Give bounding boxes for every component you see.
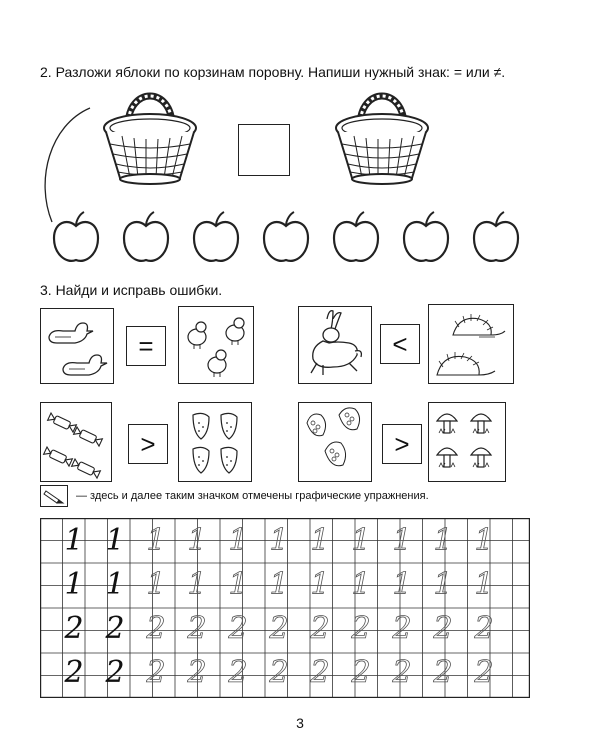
trace-digit: 2 (228, 611, 248, 646)
apple-icon (190, 210, 242, 266)
trace-digit: 1 (310, 523, 330, 558)
sample-digit: 2 (105, 655, 125, 690)
trace-digit: 1 (392, 567, 412, 602)
apple-icon (50, 210, 102, 266)
trace-digit: 2 (433, 655, 453, 690)
apple-icon (400, 210, 452, 266)
sign-box-2[interactable]: < (380, 324, 420, 364)
trace-digit: 2 (187, 655, 207, 690)
trace-digit: 2 (351, 611, 371, 646)
copybook-grid (40, 518, 530, 698)
trace-digit: 2 (146, 611, 166, 646)
picture-candies (40, 402, 112, 482)
picture-mushrooms (428, 402, 506, 482)
trace-digit: 1 (228, 523, 248, 558)
sample-digit: 1 (64, 567, 84, 602)
picture-strawberries (178, 402, 252, 482)
basket-left (98, 86, 202, 190)
trace-digit: 2 (146, 655, 166, 690)
sample-digit: 2 (64, 655, 84, 690)
trace-digit: 2 (433, 611, 453, 646)
trace-digit: 1 (433, 523, 453, 558)
pencil-icon (40, 485, 68, 507)
trace-digit: 1 (146, 523, 166, 558)
trace-digit: 2 (351, 655, 371, 690)
trace-digit: 1 (187, 567, 207, 602)
picture-raspberries (298, 402, 372, 482)
apple-icon (330, 210, 382, 266)
picture-rabbit (298, 306, 372, 384)
picture-hedgehogs (428, 304, 514, 384)
note-text: — здесь и далее таким значком отмечены графические упражнения. (76, 490, 429, 502)
trace-digit: 1 (310, 567, 330, 602)
task-3-title: 3. Найди и исправь ошибки. (40, 282, 223, 298)
basket-right (330, 86, 434, 190)
apple-icon (120, 210, 172, 266)
trace-digit: 2 (474, 611, 494, 646)
sample-digit: 1 (64, 523, 84, 558)
sample-digit: 2 (105, 611, 125, 646)
trace-digit: 2 (269, 655, 289, 690)
trace-digit: 1 (351, 567, 371, 602)
sign-box-4[interactable]: > (382, 424, 422, 464)
trace-digit: 2 (392, 655, 412, 690)
sample-digit: 1 (105, 523, 125, 558)
trace-digit: 1 (392, 523, 412, 558)
trace-digit: 1 (146, 567, 166, 602)
trace-digit: 1 (474, 523, 494, 558)
trace-digit: 2 (269, 611, 289, 646)
trace-digit: 2 (474, 655, 494, 690)
trace-digit: 1 (269, 567, 289, 602)
sign-box-3[interactable]: > (128, 424, 168, 464)
sample-digit: 1 (105, 567, 125, 602)
trace-digit: 1 (187, 523, 207, 558)
apple-icon (260, 210, 312, 266)
trace-digit: 1 (351, 523, 371, 558)
trace-digit: 2 (310, 611, 330, 646)
picture-ducks (40, 308, 114, 384)
answer-sign-box[interactable] (238, 124, 290, 176)
trace-digit: 1 (228, 567, 248, 602)
trace-digit: 2 (310, 655, 330, 690)
apple-icon (470, 210, 522, 266)
trace-digit: 1 (433, 567, 453, 602)
trace-digit: 1 (269, 523, 289, 558)
task-2-title: 2. Разложи яблоки по корзинам поровну. Напиши нужный знак: = или ≠. (40, 64, 506, 80)
trace-digit: 2 (228, 655, 248, 690)
page-number: 3 (296, 715, 304, 731)
picture-chicks (178, 306, 254, 384)
sign-box-1[interactable]: = (126, 326, 166, 366)
trace-digit: 2 (392, 611, 412, 646)
trace-digit: 2 (187, 611, 207, 646)
trace-digit: 1 (474, 567, 494, 602)
sample-digit: 2 (64, 611, 84, 646)
